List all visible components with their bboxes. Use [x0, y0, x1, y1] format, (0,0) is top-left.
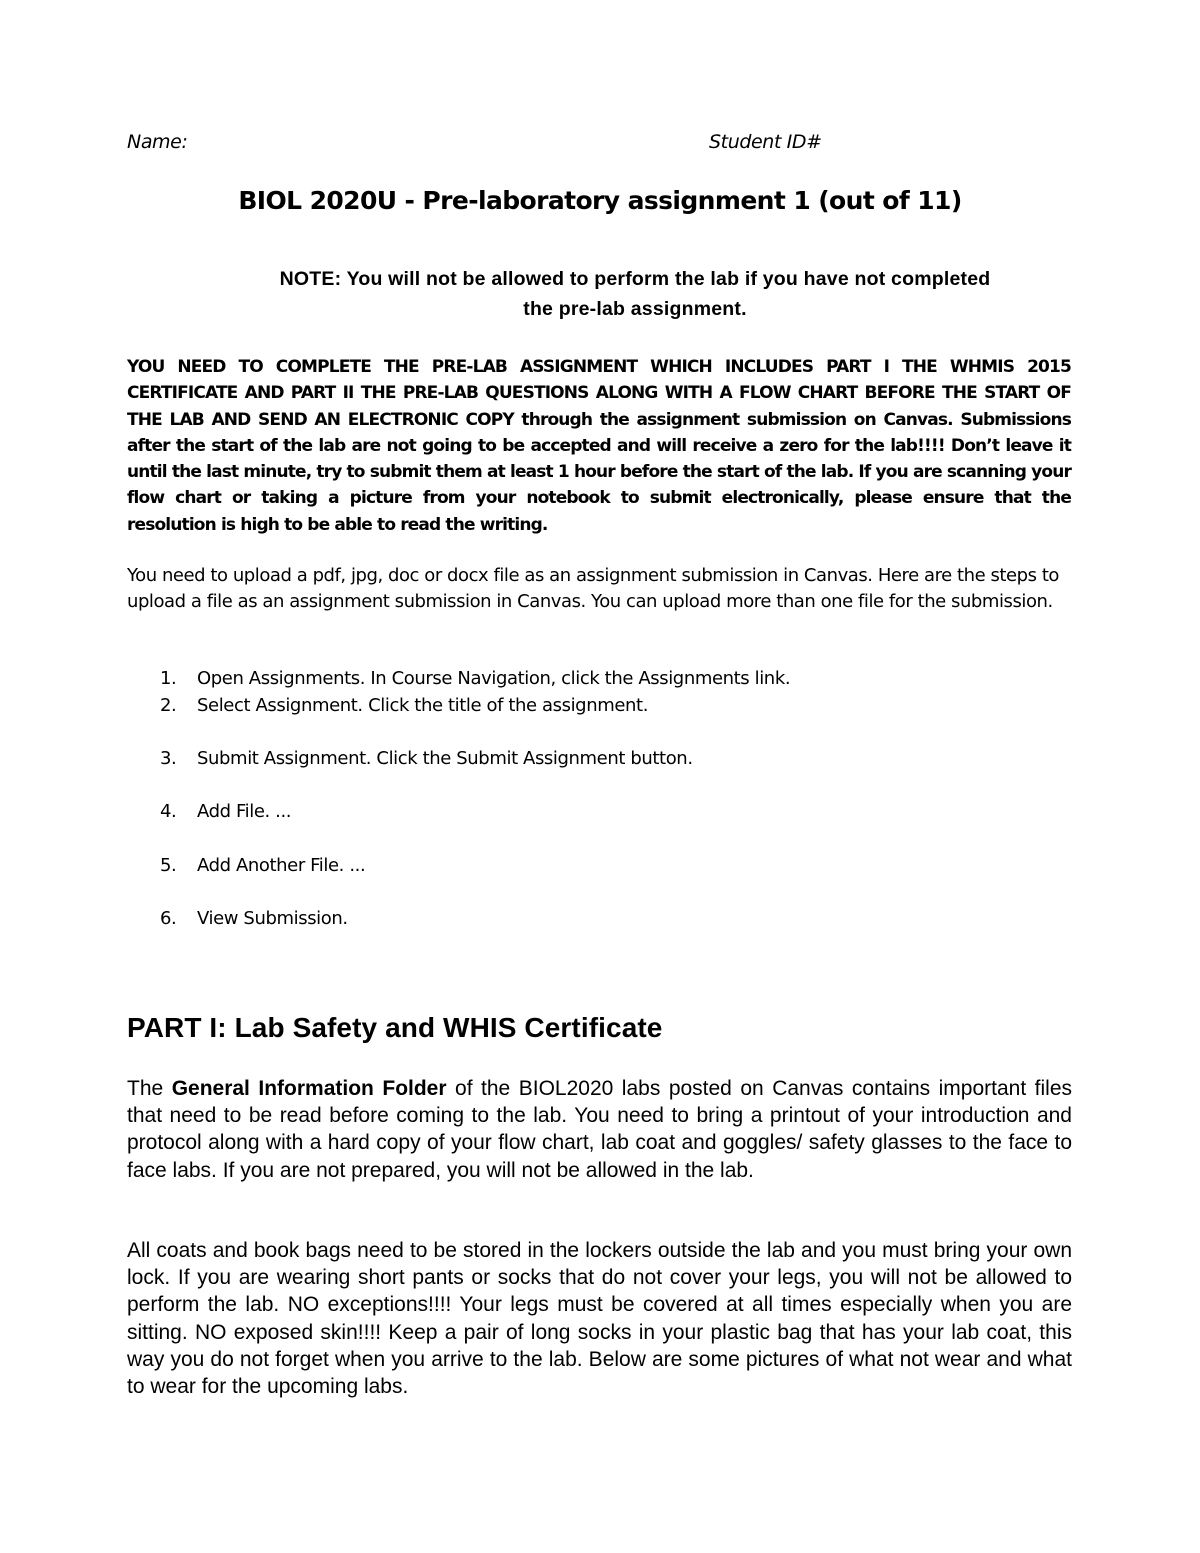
upload-intro-paragraph: You need to upload a pdf, jpg, doc or docx file as an assignment submission in Canvas. Here are the steps to upload a file as an assignment submission in Canvas. You can upload more than one file for the submission. [127, 565, 1059, 612]
step-text: Open Assignments. In Course Navigation, click the Assignments link. [197, 668, 791, 689]
lab-attire-paragraph: All coats and book bags need to be stored in the lockers outside the lab and you must bring your own lock. If you are wearing short pants or socks that do not cover your legs, you will not be allowed to perform the lab. NO exceptions!!!! Your legs must be covered at all times especially when you are sitting. NO exposed skin!!!! Keep a pair of long socks in your plastic bag that has your lab coat, this way you do not forget when you arrive to the lab. Below are some pictures of what not wear and what to wear for the upcoming labs. [127, 1239, 1072, 1399]
step-number: 3. [160, 748, 177, 769]
step-text: View Submission. [197, 908, 348, 929]
name-label: Name: [127, 131, 188, 153]
note-line-2: the pre-lab assignment. [523, 298, 747, 320]
page-title: BIOL 2020U - Pre-laboratory assignment 1 (out of 11) [238, 186, 962, 215]
name-line [127, 131, 1067, 157]
student-id-label: Student ID# [709, 131, 822, 153]
note-line-1: NOTE: You will not be allowed to perform the lab if you have not completed [279, 268, 991, 290]
step-text: Submit Assignment. Click the Submit Assignment button. [197, 748, 693, 769]
step-number: 6. [160, 908, 177, 929]
step-text: Select Assignment. Click the title of the assignment. [197, 695, 649, 716]
step-text: Add File. ... [197, 801, 292, 822]
general-info-folder-emphasis: General Information Folder [171, 1077, 447, 1100]
para-prefix: The [127, 1077, 172, 1100]
para-rest: of the BIOL2020 labs posted on Canvas contains important files that need to be read before coming to the lab. You need to bring a printout of your introduction and protocol along with a hard copy of your flow chart, lab coat and goggles/ safety glasses to the face to face labs. If you are not prepared, you will not be allowed in the lab. [127, 1077, 1072, 1182]
step-text: Add Another File. ... [197, 855, 366, 876]
step-number: 2. [160, 695, 177, 716]
general-info-paragraph [127, 1075, 1072, 1184]
step-number: 5. [160, 855, 177, 876]
step-number: 1. [160, 668, 177, 689]
note [200, 264, 1070, 324]
step-number: 4. [160, 801, 177, 822]
instructions-paragraph: YOU NEED TO COMPLETE THE PRE-LAB ASSIGNMENT WHICH INCLUDES PART I THE WHMIS 2015 CERTIFICATE AND PART II THE PRE-LAB QUESTIONS ALONG WITH A FLOW CHART BEFORE THE START OF THE LAB AND SEND AN ELECTRONIC COPY through the assignment submission on Canvas. Submissions after the start of the lab are not going to be accepted and will receive a zero for the lab!!!! Don’t leave it until the last minute, try to submit them at least 1 hour before the start of the lab. If you are scanning your flow chart or taking a picture from your notebook to submit electronically, please ensure that the resolution is high to be able to read the writing. [127, 357, 1071, 535]
section-heading-part-1: PART I: Lab Safety and WHIS Certificate [127, 1012, 663, 1043]
